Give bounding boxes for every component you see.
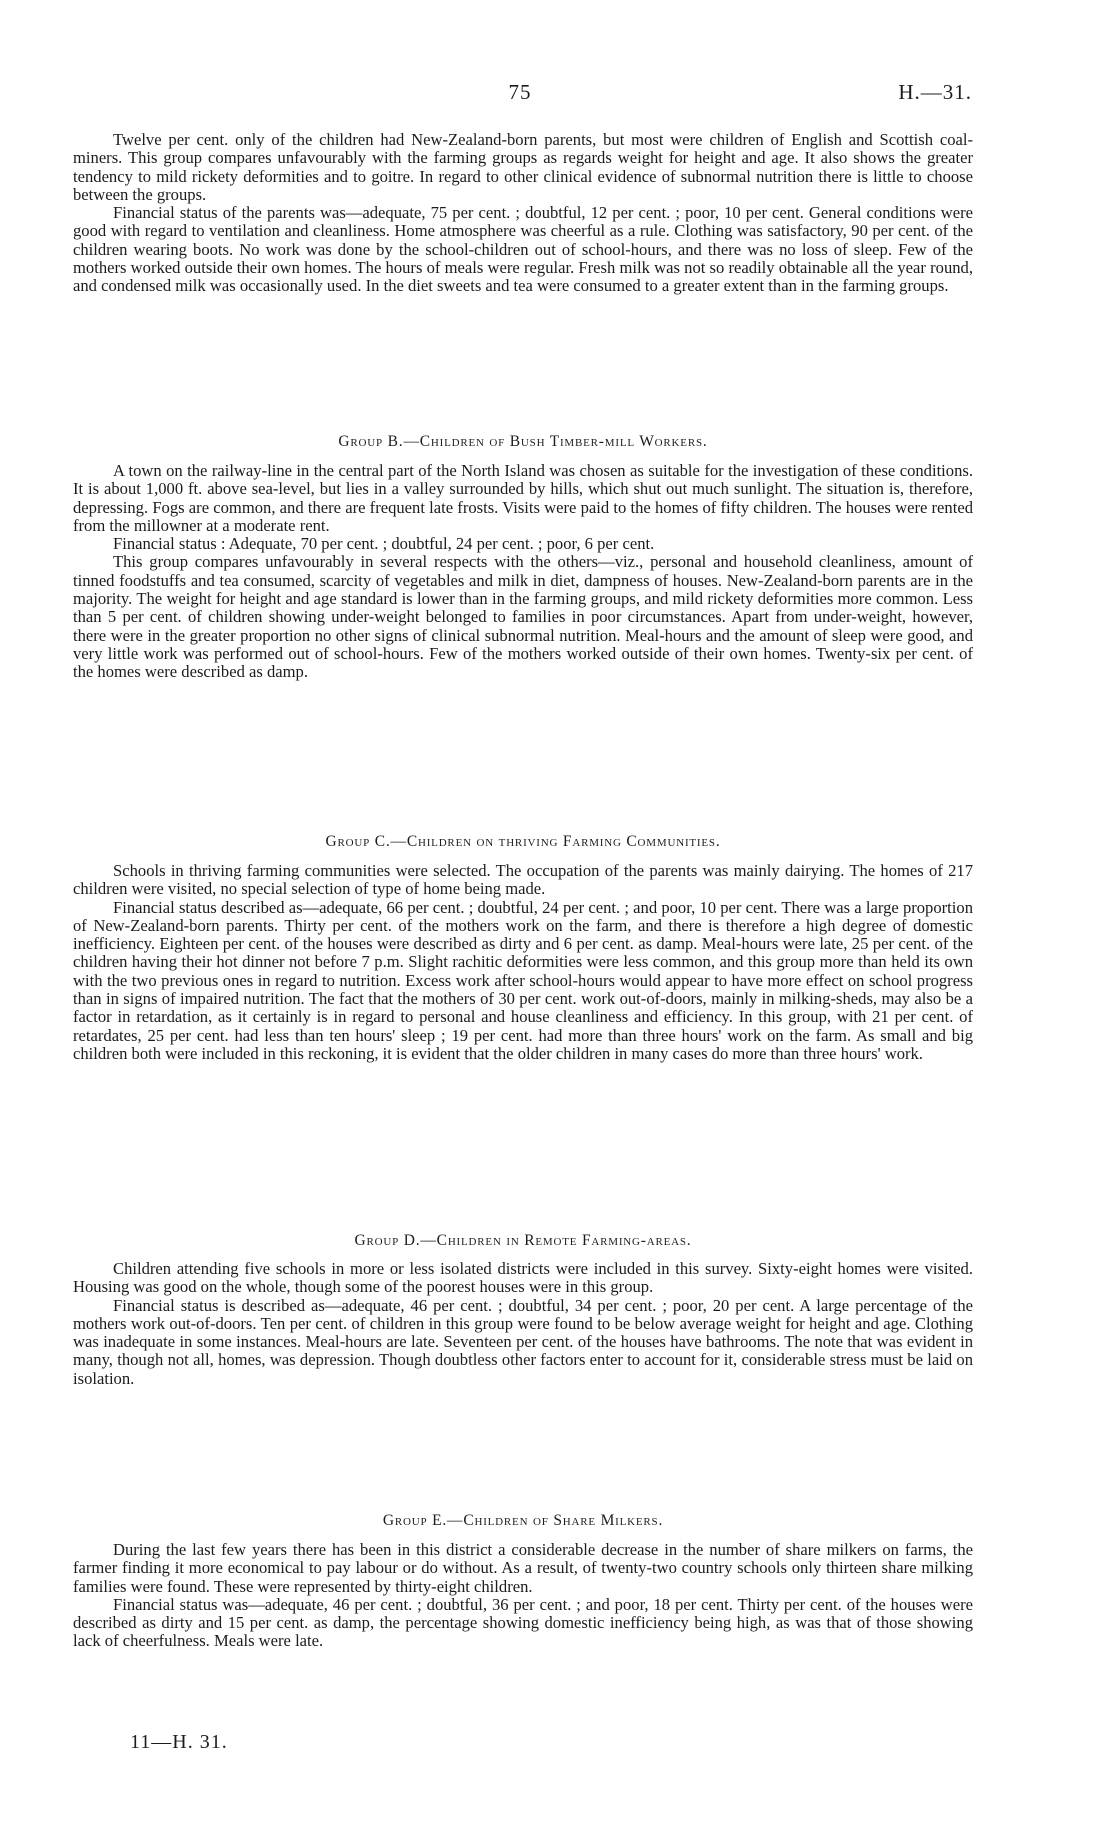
group-e-section xyxy=(73,1541,973,1651)
intro-paragraph-2: Financial status of the parents was—adequate, 75 per cent. ; doubtful, 12 per cent. ; poor, 10 per cent. General conditions were good with regard to ventilation and cleanliness. Home atmosphere was cheerful as a rule. Clothing was satisfactory, 90 per cent. of the children wearing boots. No work was done by the school-children out of school-hours, and there was no loss of sleep. Few of the mothers worked outside their own homes. The hours of meals were regular. Fresh milk was not so readily obtainable all the year round, and condensed milk was occasionally used. In the diet sweets and tea were consumed to a greater extent than in the farming groups. xyxy=(73,203,973,296)
intro-paragraph-1: Twelve per cent. only of the children had New-Zealand-born parents, but most were children of English and Scottish coal-miners. This group compares unfavourably with the farming groups as regards weight for height and age. It also shows the greater tendency to mild rickety deformities and to goitre. In regard to other clinical evidence of subnormal nutrition there is little to choose between the groups. xyxy=(73,130,973,204)
group-b-paragraph-1: A town on the railway-line in the central part of the North Island was chosen as suitable for the investigation of these conditions. It is about 1,000 ft. above sea-level, but lies in a valley surrounded by hills, which shut out much sunlight. The situation is, therefore, depressing. Fogs are common, and there are frequent late frosts. Visits were paid to the homes of fifty children. The houses were rented from the millowner at a moderate rent. xyxy=(73,461,973,535)
group-e-paragraph-2: Financial status was—adequate, 46 per cent. ; doubtful, 36 per cent. ; and poor, 18 per cent. Thirty per cent. of the houses were described as dirty and 15 per cent. as damp, the percentage showing domestic inefficiency being high, as was that of those showing lack of cheerfulness. Meals were late. xyxy=(73,1594,973,1651)
group-b-section xyxy=(73,462,973,682)
group-b-paragraph-3: This group compares unfavourably in several respects with the others—viz., personal and household cleanliness, amount of tinned foodstuffs and tea consumed, scarcity of vegetables and milk in diet, dampness of houses. New-Zealand-born parents are in the majority. The weight for height and age standard is lower than in the farming groups, and mild rickety deformities more common. Less than 5 per cent. of children showing under-weight belonged to families in poor circumstances. Apart from under-weight, however, there were in the greater proportion no other signs of clinical subnormal nutrition. Meal-hours and the amount of sleep were good, and very little work was performed out of school-hours. Few of the mothers worked outside of their own homes. Twenty-six per cent. of the homes were described as damp. xyxy=(73,552,973,682)
group-d-paragraph-2: Financial status is described as—adequate, 46 per cent. ; doubtful, 34 per cent. ; poor, 20 per cent. A large percentage of the mothers work out-of-doors. Ten per cent. of children in this group were found to be below average weight for height and age. Clothing was inadequate in some instances. Meal-hours are late. Seventeen per cent. of the houses have bathrooms. The note that was evident in many, though not all, homes, was depression. Though doubtless other factors enter to account for it, considerable stress must be laid on isolation. xyxy=(73,1295,973,1388)
group-d-section xyxy=(73,1260,973,1388)
group-b-heading: Group B.—Children of Bush Timber-mill Workers. xyxy=(338,433,708,450)
group-c-paragraph-1: Schools in thriving farming communities were selected. The occupation of the parents was mainly dairying. The homes of 217 children were visited, no special selection of type of home being made. xyxy=(73,861,973,899)
document-reference: H.—31. xyxy=(898,80,972,104)
group-c-section xyxy=(73,862,973,1063)
group-d-heading: Group D.—Children in Remote Farming-areas. xyxy=(354,1232,692,1249)
footer-signature: 11—H. 31. xyxy=(130,1731,228,1753)
group-c-paragraph-2: Financial status described as—adequate, 66 per cent. ; doubtful, 24 per cent. ; and poor, 10 per cent. There was a large proportion of New-Zealand-born parents. Thirty per cent. of the mothers work on the farm, and there is therefore a high degree of domestic inefficiency. Eighteen per cent. of the houses were described as dirty and 6 per cent. as damp. Meal-hours were late, 25 per cent. of the children having their hot dinner not before 7 p.m. Slight rachitic deformities were less common, and this group more than held its own with the two previous ones in regard to nutrition. Excess work after school-hours would appear to have more effect on school progress than in signs of impaired nutrition. The fact that the mothers of 30 per cent. work out-of-doors, mainly in milking-sheds, may also be a factor in retardation, as it certainly is in regard to personal and house cleanliness and efficiency. In this group, with 21 per cent. of retardates, 25 per cent. had less than ten hours' sleep ; 19 per cent. had more than three hours' work on the farm. As small and big children both were included in this reckoning, it is evident that the older children in many cases do more than three hours' work. xyxy=(73,897,973,1063)
intro-section xyxy=(73,131,973,296)
group-b-paragraph-2: Financial status : Adequate, 70 per cent. ; doubtful, 24 per cent. ; poor, 6 per cent. xyxy=(113,534,655,554)
group-c-heading: Group C.—Children on thriving Farming Communities. xyxy=(325,833,721,850)
group-e-paragraph-1: During the last few years there has been in this district a considerable decrease in the number of share milkers on farms, the farmer finding it more economical to pay labour or do without. As a result, of twenty-two country schools only thirteen share milking families were found. These were represented by thirty-eight children. xyxy=(73,1540,973,1596)
group-e-heading: Group E.—Children of Share Milkers. xyxy=(382,1512,664,1529)
group-d-paragraph-1: Children attending five schools in more or less isolated districts were included in this survey. Sixty-eight homes were visited. Housing was good on the whole, though some of the poorest houses were in this group. xyxy=(73,1259,973,1297)
page-number: 75 xyxy=(508,80,532,104)
